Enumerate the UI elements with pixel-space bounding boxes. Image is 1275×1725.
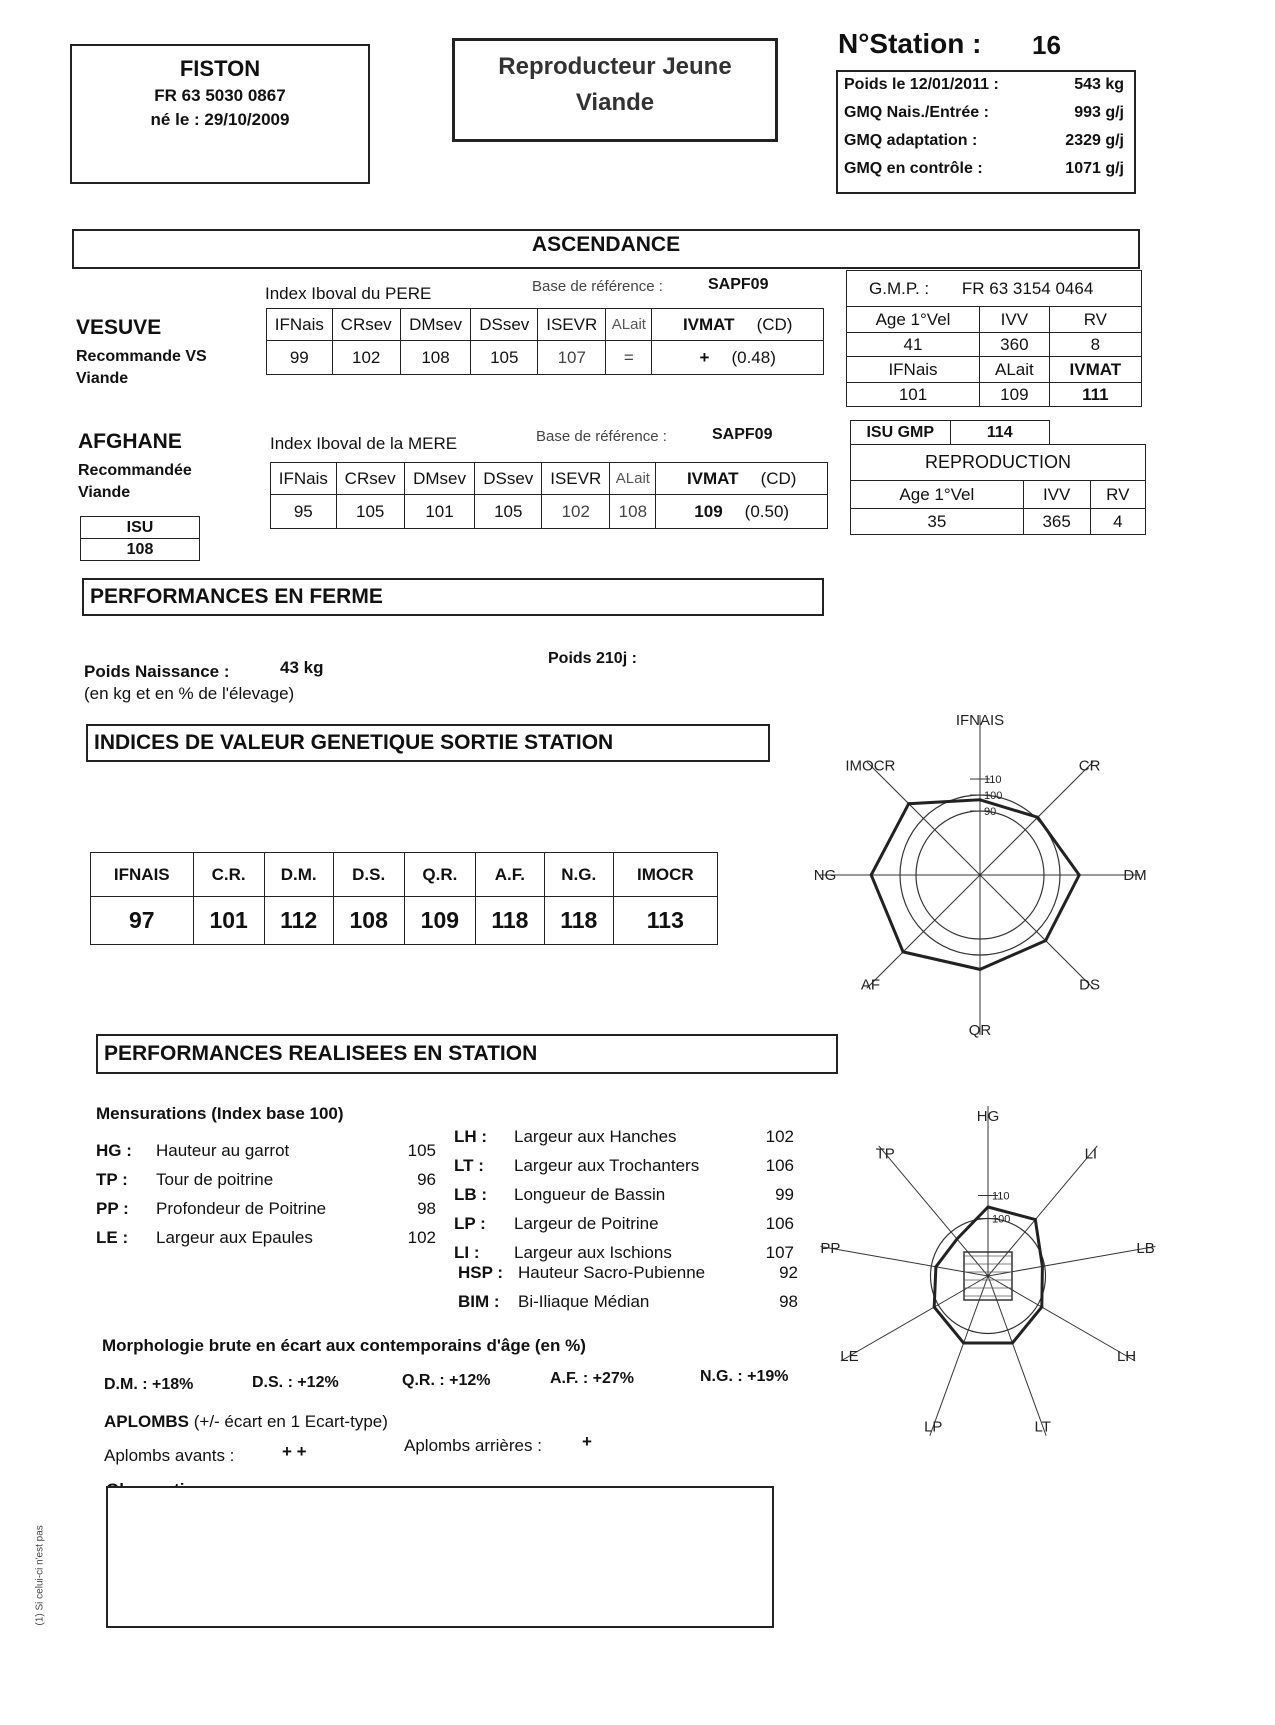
mensuration-value: 102 <box>765 1126 794 1146</box>
mother-value-cell: 105 <box>475 495 542 529</box>
radar-axis-label: IMOCR <box>845 757 896 775</box>
animal-birth: né le : 29/10/2009 <box>150 110 290 129</box>
mother-value-cell: 105 <box>336 495 404 529</box>
mensuration-code: LT : <box>454 1155 484 1175</box>
isu-gmp-table <box>850 420 1050 445</box>
radar-axis-label: AF <box>860 976 880 994</box>
poids-naissance-label: Poids Naissance : <box>84 662 230 681</box>
gmp-h2-cell: ALait <box>980 357 1050 383</box>
margin-note: (1) Si celui-ci n'est pas <box>34 1525 46 1626</box>
aplombs-note: (+/- écart en 1 Ecart-type) <box>193 1412 388 1431</box>
radar-tick-label: 100 <box>992 1213 1011 1226</box>
mensurations-left <box>96 1136 436 1252</box>
radar-axis-label: TP <box>875 1145 895 1163</box>
gmp-v1-cell: 41 <box>847 333 980 357</box>
mother-desc2: Viande <box>78 484 131 501</box>
mother-header-cell: DSsev <box>475 463 542 495</box>
father-value-cell: 107 <box>538 341 606 375</box>
mensuration-value: 92 <box>779 1262 798 1282</box>
indices-value-cell: 108 <box>333 897 404 945</box>
radar-axis-label: QR <box>968 1022 992 1039</box>
mother-header-cell: CRsev <box>336 463 404 495</box>
station-row-value: 2329 g/j <box>1065 132 1124 149</box>
mother-cd-value: (0.50) <box>744 501 790 521</box>
repro-header-cell: Age 1°Vel <box>851 481 1024 509</box>
isu-table <box>80 516 200 561</box>
mensuration-value: 98 <box>417 1198 436 1218</box>
mother-index-table <box>270 462 828 529</box>
indices-header-cell: N.G. <box>544 853 613 897</box>
mensuration-label: Largeur aux Epaules <box>156 1227 313 1247</box>
radar-point <box>987 1206 990 1209</box>
mother-base-label: Base de référence : <box>536 428 667 445</box>
animal-id: FR 63 5030 0867 <box>154 86 286 105</box>
indices-value-cell: 113 <box>613 897 717 945</box>
indices-value-cell: 118 <box>544 897 613 945</box>
radar-chart-indices <box>790 700 1180 1050</box>
mensuration-label: Bi-Iliaque Médian <box>518 1291 650 1311</box>
poids-naissance-value: 43 kg <box>280 658 324 677</box>
radar-axis-label: LE <box>840 1348 859 1365</box>
radar-point <box>933 1306 936 1309</box>
animal-box <box>70 44 370 184</box>
mensuration-code: HSP : <box>458 1262 504 1282</box>
mensuration-label: Profondeur de Poitrine <box>156 1198 327 1218</box>
observations-box[interactable] <box>106 1486 774 1628</box>
father-header-cell: IFNais <box>267 309 333 341</box>
radar-axis-label: LP <box>924 1418 943 1436</box>
father-value-cell <box>652 341 824 375</box>
ascendance-title: ASCENDANCE <box>531 233 681 256</box>
mensurations-right <box>454 1122 794 1267</box>
radar-axis <box>988 1276 1135 1361</box>
gmp-v1-cell: 8 <box>1049 333 1141 357</box>
father-value-cell: 99 <box>267 341 333 375</box>
radar-axis <box>867 875 980 988</box>
repro-header-cell: RV <box>1090 481 1145 509</box>
father-name: VESUVE <box>76 316 162 339</box>
station-row-label: Poids le 12/01/2011 : <box>844 76 999 93</box>
radar-axis-label: HG <box>976 1108 1000 1125</box>
mensuration-row <box>96 1223 436 1252</box>
mensuration-value: 96 <box>417 1169 436 1189</box>
radar-point <box>1078 874 1081 877</box>
indices-value-cell: 101 <box>193 897 264 945</box>
radar-axis <box>821 1246 988 1276</box>
indices-header-cell: IMOCR <box>613 853 717 897</box>
isu-label: ISU <box>81 517 200 539</box>
mensuration-label: Longueur de Bassin <box>514 1184 666 1204</box>
morpho-value: A.F. : +27% <box>550 1370 635 1387</box>
radar-axis-label: IFNAIS <box>955 712 1005 729</box>
mensuration-row <box>96 1136 436 1165</box>
radar-tick-label: 90 <box>984 806 997 818</box>
mother-value-cell: 101 <box>404 495 475 529</box>
mother-base-value: SAPF09 <box>712 426 773 443</box>
gmp-v2-cell: 101 <box>847 383 980 407</box>
radar-axis-label: CR <box>1078 757 1101 775</box>
reproduction-table <box>850 444 1146 535</box>
gmp-table <box>846 270 1142 407</box>
mensuration-row <box>96 1165 436 1194</box>
radar-axis-label: LH <box>1116 1348 1137 1365</box>
mensuration-row <box>454 1209 794 1238</box>
aplombs-arrieres-value: + <box>582 1432 592 1451</box>
mensuration-label: Largeur aux Hanches <box>514 1126 677 1146</box>
morpho-value: N.G. : +19% <box>700 1368 789 1385</box>
father-value-cell: 102 <box>332 341 400 375</box>
mother-value-cell: 108 <box>610 495 656 529</box>
radar-point <box>1036 816 1039 819</box>
radar-series-polygon <box>871 800 1079 970</box>
aplombs-title: APLOMBS <box>104 1412 189 1431</box>
mother-value-cell: 95 <box>271 495 337 529</box>
radar-point <box>902 950 905 953</box>
mensuration-row <box>454 1151 794 1180</box>
indices-header-cell: D.M. <box>264 853 333 897</box>
repro-value-cell: 35 <box>851 509 1024 535</box>
station-perf-title: PERFORMANCES REALISEES EN STATION <box>96 1034 838 1074</box>
animal-name: FISTON <box>179 56 261 81</box>
mensuration-code: LB : <box>454 1184 488 1204</box>
radar-point <box>1041 1265 1044 1268</box>
radar-point <box>1040 1306 1043 1309</box>
radar-axis-label: NG <box>813 867 837 884</box>
mensuration-value: 102 <box>407 1227 436 1247</box>
radar-axis <box>980 875 1093 988</box>
station-number: 16 <box>1032 30 1061 60</box>
radar-axis <box>988 1246 1155 1276</box>
radar-point <box>870 874 873 877</box>
mensuration-value: 98 <box>779 1291 798 1311</box>
station-row-value: 993 g/j <box>1074 104 1124 121</box>
father-header-cell <box>652 309 824 341</box>
isu-gmp-value: 114 <box>950 421 1050 445</box>
isu-gmp-label: ISU GMP <box>851 421 951 445</box>
mensuration-row <box>454 1180 794 1209</box>
radar-axis-label: LT <box>1034 1418 1051 1436</box>
indices-value-cell: 109 <box>404 897 475 945</box>
mother-header-cell: ALait <box>610 463 656 495</box>
mensuration-label: Hauteur au garrot <box>156 1140 290 1160</box>
ferme-note: (en kg et en % de l'élevage) <box>84 684 295 703</box>
mother-header-cell: DMsev <box>404 463 475 495</box>
father-value-cell: 105 <box>471 341 538 375</box>
father-cd-header: (CD) <box>756 314 793 334</box>
morpho-title: Morphologie brute en écart aux contemporains d'âge (en %) <box>102 1336 586 1355</box>
father-value-cell: = <box>606 341 652 375</box>
radar-axis-label: DS <box>1079 976 1101 994</box>
mensuration-code: PP : <box>96 1198 129 1218</box>
mensuration-code: LI : <box>454 1242 480 1262</box>
indices-header-cell: Q.R. <box>404 853 475 897</box>
indices-value-cell: 112 <box>264 897 333 945</box>
radar-point <box>979 968 982 971</box>
father-base-value: SAPF09 <box>708 276 769 293</box>
radar-point <box>907 802 910 805</box>
father-base-label: Base de référence : <box>532 278 663 295</box>
mensuration-value: 107 <box>765 1242 794 1262</box>
mother-desc1: Recommandée <box>78 462 192 479</box>
repro-value-cell: 4 <box>1090 509 1145 535</box>
radar-point <box>979 798 982 801</box>
mother-ivmat-value: 109 <box>694 501 723 521</box>
station-box <box>836 70 1136 194</box>
father-ivmat-value: + <box>699 347 710 367</box>
station-row-value: 543 kg <box>1074 76 1124 93</box>
gmp-h1-cell: Age 1°Vel <box>847 307 980 333</box>
mensuration-row <box>458 1258 798 1287</box>
radar-point <box>1011 1342 1014 1345</box>
mensuration-code: HG : <box>96 1140 132 1160</box>
radar-chart-mensurations <box>800 1090 1190 1450</box>
isu-value: 108 <box>81 539 200 561</box>
category-line2: Viande <box>575 89 655 116</box>
radar-tick-label: 110 <box>992 1190 1010 1203</box>
radar-axis-label: LI <box>1084 1145 1098 1163</box>
ferme-title: PERFORMANCES EN FERME <box>82 578 824 616</box>
indices-header-cell: C.R. <box>193 853 264 897</box>
father-value-cell: 108 <box>400 341 471 375</box>
mensuration-code: LH : <box>454 1126 488 1146</box>
mother-ivmat-header: IVMAT <box>686 468 739 488</box>
mensuration-row <box>458 1287 798 1316</box>
indices-value-cell: 118 <box>475 897 544 945</box>
poids-210-label: Poids 210j : <box>548 650 637 667</box>
station-row-label: GMQ Nais./Entrée : <box>844 104 989 121</box>
mensuration-label: Hauteur Sacro-Pubienne <box>518 1262 706 1282</box>
mother-name: AFGHANE <box>78 430 182 453</box>
father-desc2: Viande <box>76 370 129 387</box>
station-label: N°Station : <box>838 28 982 59</box>
father-index-table <box>266 308 824 375</box>
indices-title: INDICES DE VALEUR GENETIQUE SORTIE STATION <box>86 724 770 762</box>
gmp-id: FR 63 3154 0464 <box>961 278 1094 298</box>
repro-value-cell: 365 <box>1023 509 1090 535</box>
mensuration-label: Largeur aux Trochanters <box>514 1155 700 1175</box>
mensuration-value: 106 <box>765 1155 794 1175</box>
radar-tick-label: 110 <box>984 774 1002 786</box>
mensuration-row <box>454 1122 794 1151</box>
radar-point <box>962 1342 965 1345</box>
mensuration-value: 106 <box>765 1213 794 1233</box>
mensuration-label: Tour de poitrine <box>156 1169 274 1189</box>
radar-axis <box>867 762 980 875</box>
radar-point <box>1044 939 1047 942</box>
radar-axis-label: PP <box>820 1240 841 1258</box>
father-header-cell: CRsev <box>332 309 400 341</box>
gmp-h2-cell: IVMAT <box>1049 357 1141 383</box>
father-header-cell: DSsev <box>471 309 538 341</box>
aplombs-avants-label: Aplombs avants : <box>104 1446 235 1465</box>
mensuration-code: TP : <box>96 1169 128 1189</box>
indices-value-cell: 97 <box>91 897 194 945</box>
mother-cd-header: (CD) <box>760 468 797 488</box>
mother-index-title: Index Iboval de la MERE <box>270 434 458 453</box>
father-cd-value: (0.48) <box>731 347 776 367</box>
mensuration-label: Largeur de Poitrine <box>514 1213 659 1233</box>
mensurations-title: Mensurations (Index base 100) <box>96 1104 344 1123</box>
aplombs-avants-value: + + <box>282 1442 307 1461</box>
gmp-label: G.M.P. : <box>869 278 930 298</box>
radar-axis-label: LB <box>1136 1240 1155 1258</box>
mother-value-cell <box>656 495 828 529</box>
indices-header-cell: D.S. <box>333 853 404 897</box>
father-header-cell: ISEVR <box>538 309 606 341</box>
station-row-value: 1071 g/j <box>1065 160 1124 177</box>
gmp-v2-cell: 109 <box>980 383 1050 407</box>
gmp-v2-cell: 111 <box>1049 383 1141 407</box>
mother-header-cell: IFNais <box>271 463 337 495</box>
mensuration-code: BIM : <box>458 1291 500 1311</box>
mensuration-code: LE : <box>96 1227 129 1247</box>
father-index-title: Index Iboval du PERE <box>265 284 432 303</box>
mother-header-cell: ISEVR <box>542 463 610 495</box>
mensurations-extra <box>458 1258 798 1316</box>
father-header-cell: DMsev <box>400 309 471 341</box>
father-desc1: Recommande VS <box>76 348 207 365</box>
indices-header-cell: A.F. <box>475 853 544 897</box>
aplombs-arrieres-label: Aplombs arrières : <box>404 1436 542 1455</box>
category-line1: Reproducteur Jeune <box>498 53 732 80</box>
gmp-v1-cell: 360 <box>980 333 1050 357</box>
radar-point <box>1034 1218 1037 1221</box>
station-row-label: GMQ en contrôle : <box>844 160 983 177</box>
morpho-value: D.S. : +12% <box>252 1374 339 1391</box>
radar-tick-label: 100 <box>984 790 1003 802</box>
mother-value-cell: 102 <box>542 495 610 529</box>
radar-axis-label: DM <box>1123 867 1147 884</box>
indices-table <box>90 852 718 945</box>
mensuration-value: 99 <box>775 1184 794 1204</box>
reproduction-title: REPRODUCTION <box>851 445 1146 481</box>
mensuration-code: LP : <box>454 1213 486 1233</box>
indices-header-cell: IFNAIS <box>91 853 194 897</box>
mensuration-value: 105 <box>407 1140 436 1160</box>
father-header-cell: ALait <box>606 309 652 341</box>
aplombs-line <box>104 1412 388 1432</box>
station-row-label: GMQ adaptation : <box>844 132 978 149</box>
gmp-h1-cell: RV <box>1049 307 1141 333</box>
mother-header-cell <box>656 463 828 495</box>
mensuration-row <box>96 1194 436 1223</box>
repro-header-cell: IVV <box>1023 481 1090 509</box>
radar-point <box>955 1238 958 1241</box>
radar-point <box>934 1265 937 1268</box>
gmp-h2-cell: IFNais <box>847 357 980 383</box>
gmp-h1-cell: IVV <box>980 307 1050 333</box>
morpho-value: D.M. : +18% <box>104 1376 194 1393</box>
category-box <box>452 38 778 142</box>
radar-axis <box>841 1276 988 1361</box>
father-ivmat-header: IVMAT <box>682 314 735 334</box>
morpho-value: Q.R. : +12% <box>402 1372 491 1389</box>
mensuration-label: Largeur aux Ischions <box>514 1242 672 1262</box>
